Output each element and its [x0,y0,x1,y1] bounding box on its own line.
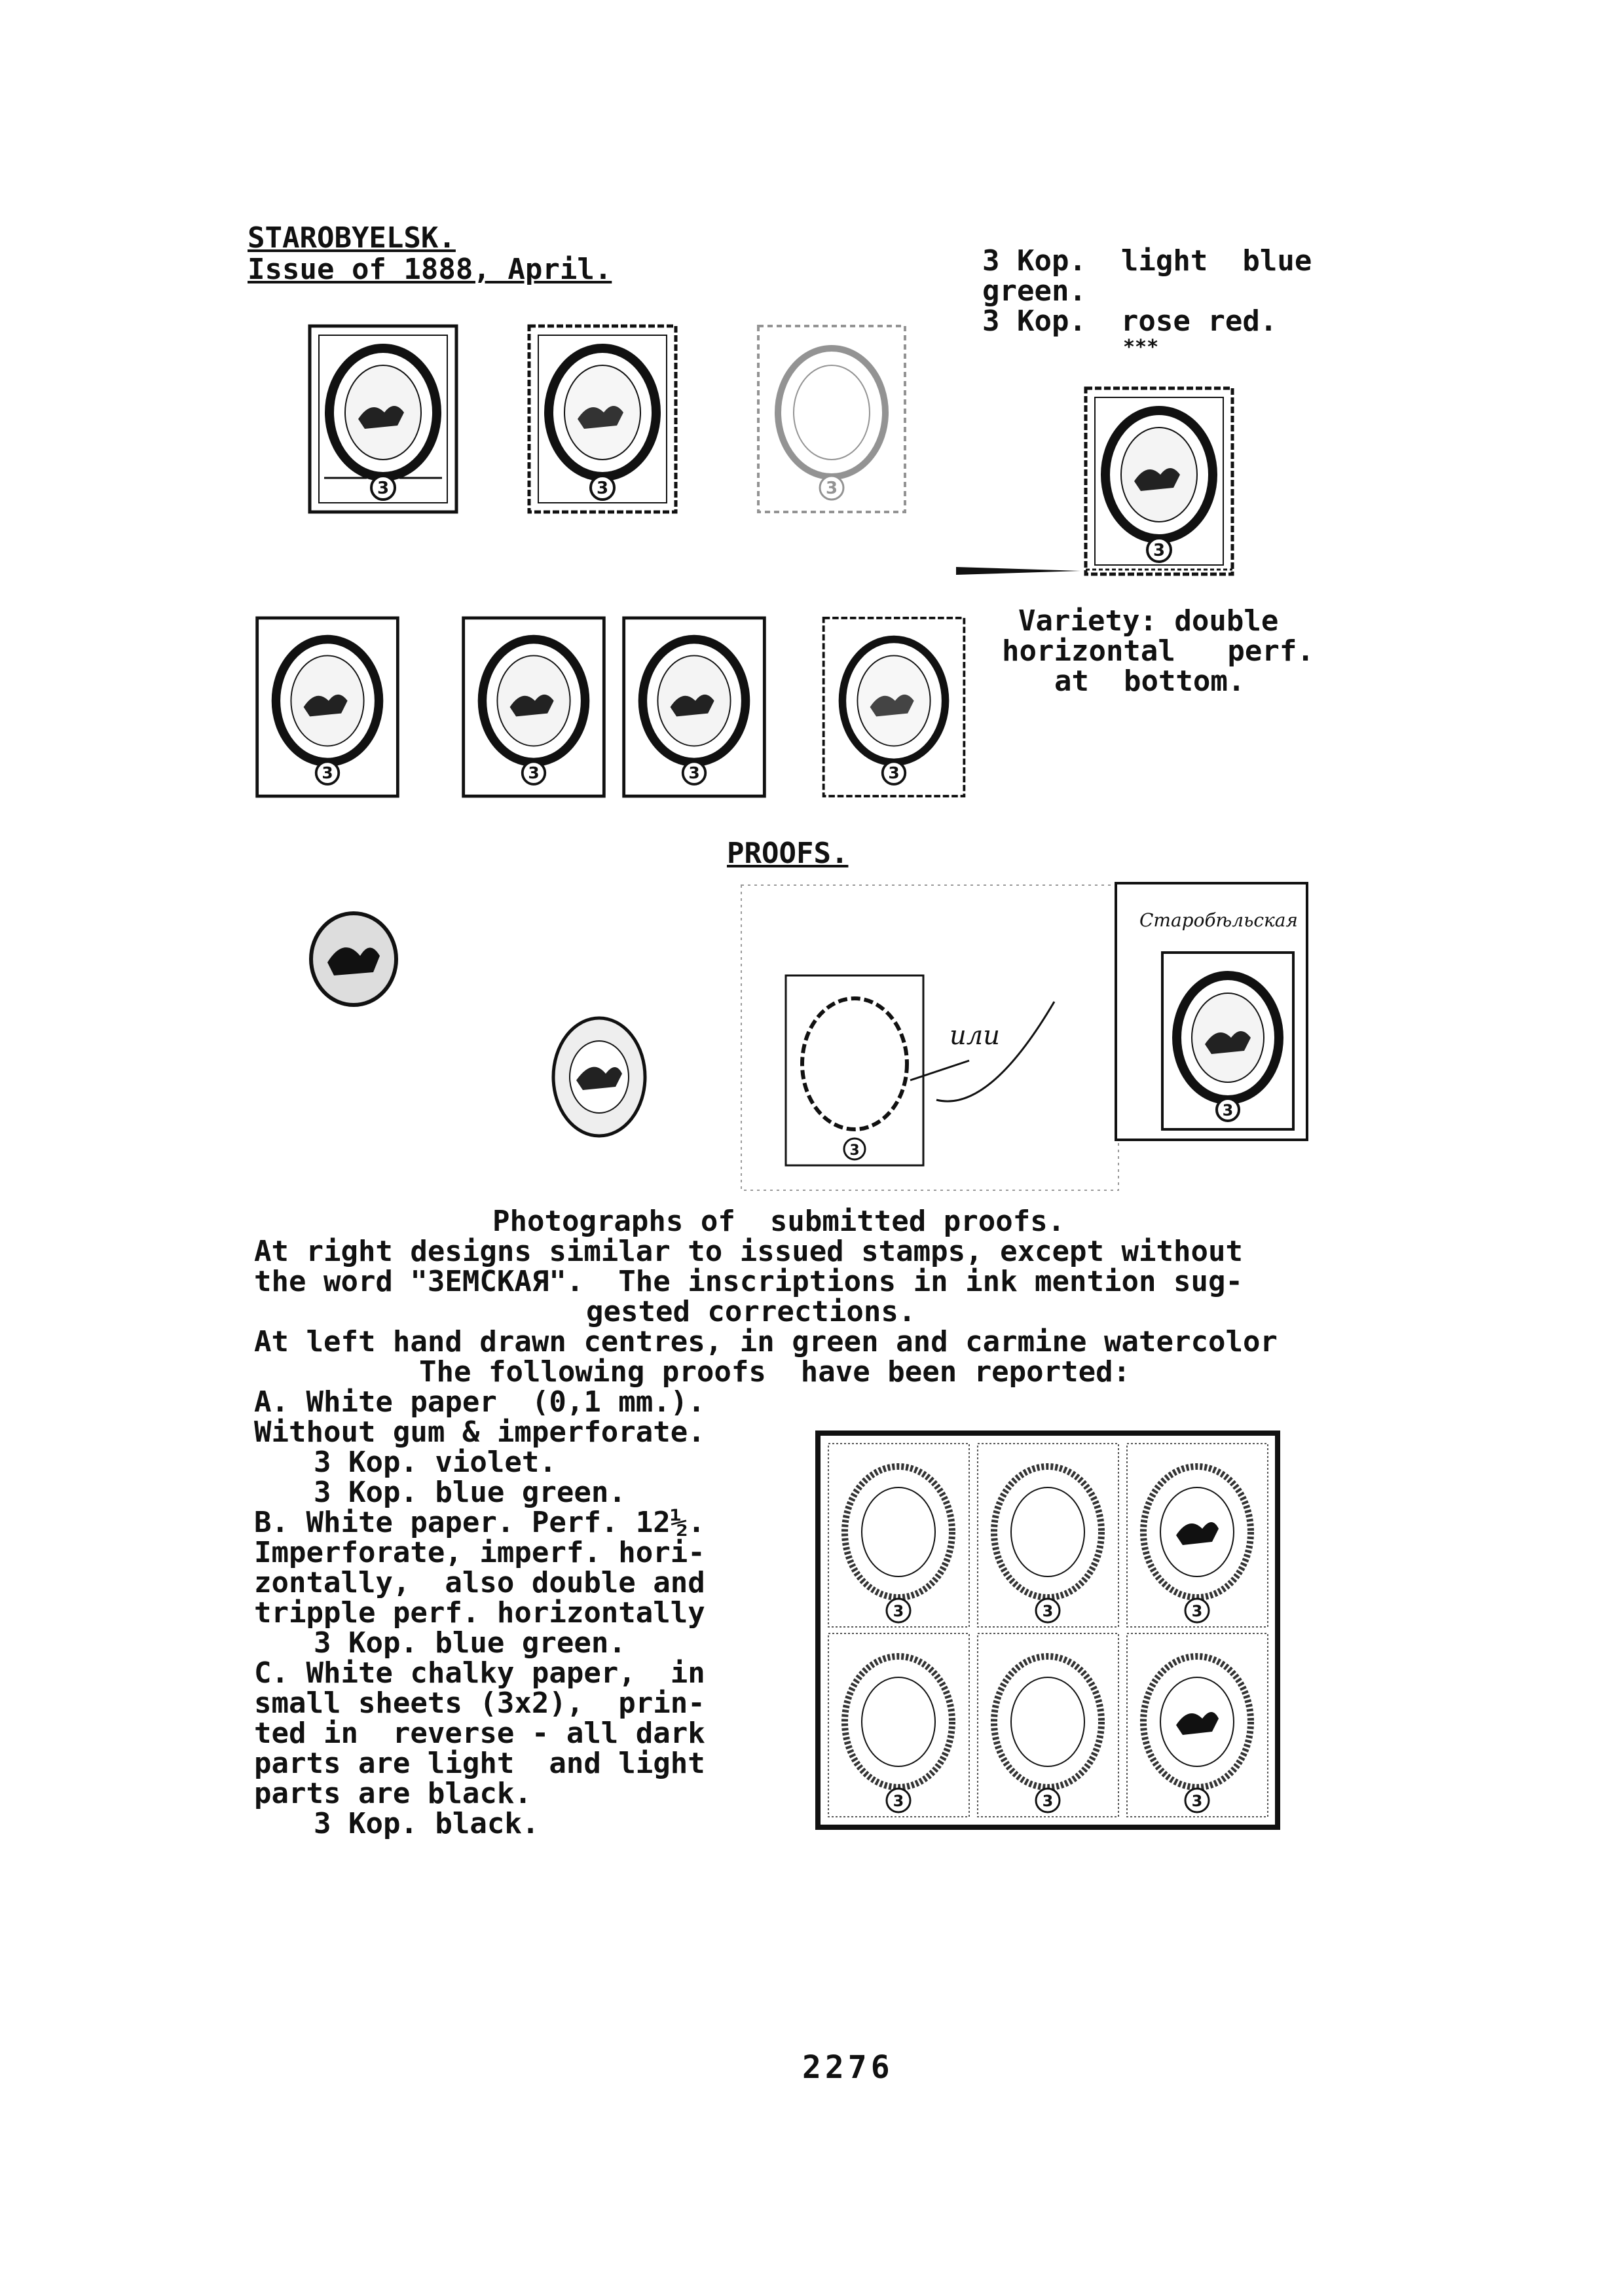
svg-text:3: 3 [888,763,900,783]
color-line-2: green. [982,274,1086,308]
proof-list-item: C. White chalky paper, in [254,1656,705,1690]
proof-list-item: parts are black. [254,1777,532,1810]
svg-text:3: 3 [1042,1602,1054,1620]
stamp-artwork [1086,388,1232,574]
stamp-image [524,321,681,517]
proof-list-item: Imperforate, imperf. hori- [254,1536,705,1569]
page-title [248,223,612,285]
stamp-artwork [464,618,604,796]
svg-text:3: 3 [893,1792,904,1810]
stamp-image [619,609,769,805]
svg-text:3: 3 [825,479,838,498]
stamp-artwork [624,618,765,796]
proof-artwork [741,885,1118,1190]
color-line-3: 3 Kop. rose red. [982,304,1278,338]
proof-list-item: 3 Kop. blue green. [279,1626,626,1660]
proof-list-item: ted in reverse - all dark [254,1717,705,1750]
page-number: 2276 [802,2049,894,2086]
variety-line-1: Variety: double [1018,604,1279,638]
color-line-1: 3 Kop. light blue [982,244,1312,278]
proof-text-6: The following proofs have been reported: [419,1355,1131,1389]
reverse-proof-sheet [815,1430,1280,1830]
stamp-artwork [529,326,676,512]
handwriting-ili: или [950,1021,1000,1051]
stamp-artwork [758,326,905,512]
svg-text:3: 3 [322,763,333,783]
svg-text:3: 3 [377,479,390,498]
stamp-image [458,609,609,805]
stamp-artwork [257,618,398,796]
proof-text-5: At left hand drawn centres, in green and carmine watercolor [254,1325,1278,1358]
proof-list-item: B. White paper. Perf. 12½. [254,1506,705,1539]
proof-card-right [1113,881,1310,1142]
stamp-image-faint [753,321,910,517]
proof-list-item: A. White paper (0,1 mm.). [254,1385,705,1419]
pointer-arrow [956,563,1087,576]
svg-text:3: 3 [596,479,609,498]
proof-text-4: gested corrections. [586,1295,916,1328]
stamp-artwork [310,326,456,512]
proof-text-2: At right designs similar to issued stamps, except without [254,1235,1243,1268]
proof-text-3: the word "ЗЕМСКАЯ". The inscriptions in ink mention sug- [254,1265,1243,1298]
proof-list-item: parts are light and light [254,1747,705,1780]
stamp-image-variety [1080,383,1238,579]
proof-list-item: tripple perf. horizontally [254,1596,705,1630]
svg-text:3: 3 [1153,541,1166,560]
proof-card-left [740,884,1120,1192]
svg-text:3: 3 [688,763,700,783]
handwriting-name: Старобѣльская [1139,909,1298,931]
proof-list-item: 3 Kop. violet. [279,1446,557,1479]
stamp-image [304,321,462,517]
proof-artwork [311,913,396,1005]
separator-stars: *** [1123,336,1159,359]
proof-list-item: small sheets (3x2), prin- [254,1686,705,1720]
proof-artwork [553,1018,645,1136]
proofs-heading: PROOFS. [727,837,849,870]
svg-text:3: 3 [1191,1792,1203,1810]
stamp-image [819,609,969,805]
issue-heading: Issue of 1888, April. [248,253,612,286]
variety-line-2: horizontal perf. [1002,634,1314,668]
svg-text:3: 3 [893,1602,904,1620]
svg-text:3: 3 [528,763,540,783]
proof-list-item: 3 Kop. black. [279,1807,540,1840]
svg-text:3: 3 [1222,1101,1234,1120]
svg-text:3: 3 [1042,1792,1054,1810]
hand-drawn-centre-proof [544,1008,655,1146]
proof-list-item: zontally, also double and [254,1566,705,1599]
proof-text-1: Photographs of submitted proofs. [492,1205,1065,1238]
variety-line-3: at bottom. [1054,665,1246,698]
proof-list-item: 3 Kop. blue green. [279,1476,626,1509]
stamp-artwork [824,618,965,796]
hand-drawn-centre-proof [301,903,406,1015]
svg-text:3: 3 [849,1142,860,1159]
town-heading: STAROBYELSK. [248,221,456,255]
proof-list-item: Without gum & imperforate. [254,1415,705,1449]
stamp-image [252,609,403,805]
svg-text:3: 3 [1191,1602,1203,1620]
